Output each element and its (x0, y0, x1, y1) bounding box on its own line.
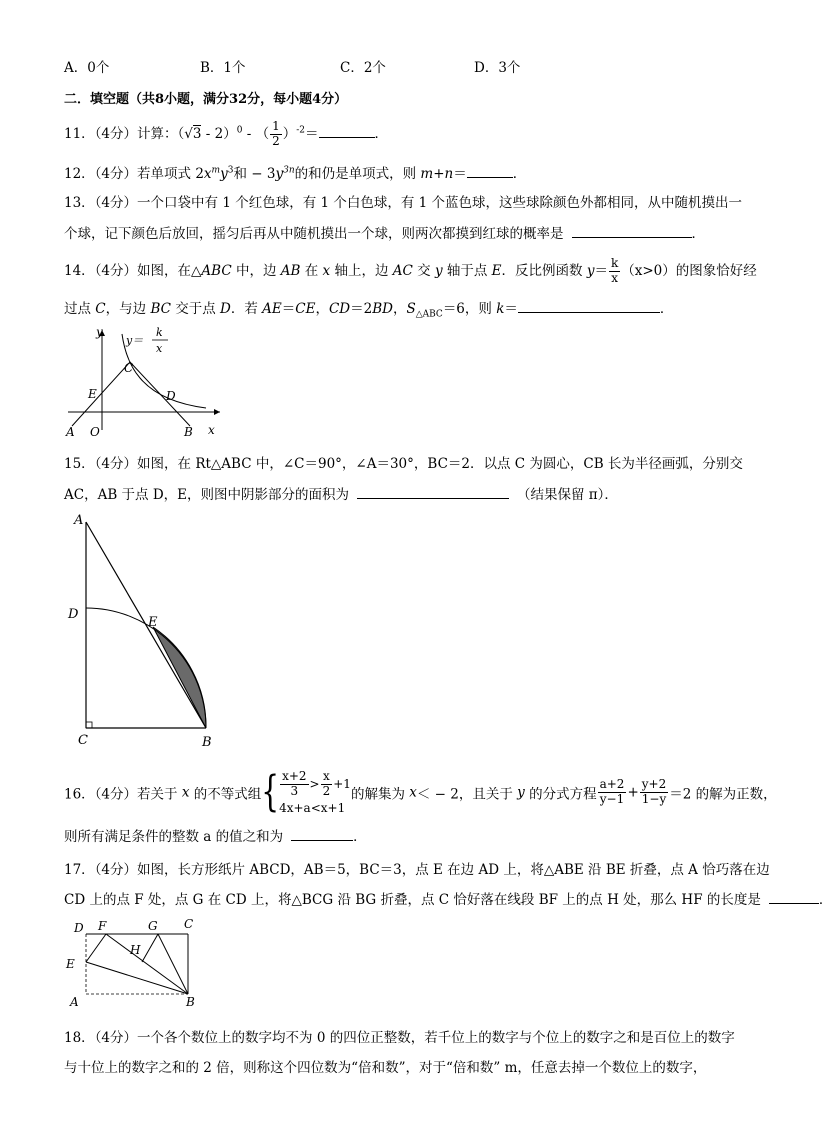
q13-answer-blank[interactable] (572, 236, 692, 238)
fig17-label-e: E (66, 957, 75, 971)
q11-mid: - （ (242, 125, 270, 142)
q17-score: （4分） (94, 862, 138, 878)
q14-t2i: ＝6，则 (442, 301, 497, 317)
q15-line2b: （结果保留 π）． (517, 487, 618, 503)
q17-line1: 如图，长方形纸片 ABCD，AB＝5，BC＝3，点 E 在边 AD 上，将△ABE 沿 BE 折叠，点 A 恰巧落在边 (137, 862, 770, 878)
fig14-func-x: x (156, 342, 163, 355)
q12-y2: y (275, 166, 284, 182)
q16-number: 16． (64, 786, 95, 803)
q12-e3n: 3n (283, 165, 295, 176)
q14-e: E (491, 262, 502, 279)
q15-score: （4分） (94, 456, 138, 472)
q17-answer-blank[interactable] (769, 902, 819, 904)
q17-line2a: CD 上的点 F 处，点 G 在 CD 上，将△BCG 沿 BG 折叠，点 C 恰好落在线段 BF 上的点 H 处，那么 HF 的长度是 (64, 892, 761, 908)
q14-ac: AC (392, 262, 413, 279)
q13-line1: 一个口袋中有 1 个红色球，有 1 个白色球，有 1 个蓝色球，这些球除颜色外都相同，从中随机摸出一 (137, 195, 743, 211)
fig17-line-gb (158, 934, 188, 994)
q16-row2: 4x+a<x+1 (279, 800, 346, 815)
q16-line2: 则所有满足条件的整数 a 的值之和为 (64, 829, 284, 845)
q12-m: m (211, 165, 221, 176)
q16-yv: y (517, 784, 525, 801)
q14-answer-blank[interactable] (518, 311, 660, 313)
q11-sqrt: √3 (184, 125, 202, 142)
q14-t1a: 如图，在△ (137, 262, 202, 279)
q10-option-c: C．2个 (340, 60, 386, 76)
q14-t1g: ．反比例函数 (501, 262, 587, 279)
fig14-x-label: x (208, 423, 215, 437)
q11-expn2: -2 (296, 125, 306, 136)
q11-text: 计算：（ (137, 125, 185, 142)
q11-frac: $\frac{1}{2}$ (272, 119, 280, 148)
q18-number: 18． (64, 1030, 95, 1046)
q15-number: 15． (64, 456, 95, 472)
question-14-line1 (64, 257, 757, 286)
fig14-label-e: E (88, 387, 97, 401)
q14-t1d: 轴上，边 (330, 262, 393, 279)
question-14-line2 (64, 297, 673, 320)
q16-score: （4分） (94, 786, 138, 803)
q14-t1c: 在 (300, 262, 323, 279)
fig14-label-a: A (66, 425, 75, 439)
fig15-side-ab (86, 522, 206, 728)
q12-y: y (220, 166, 228, 182)
q13-number: 13． (64, 195, 95, 211)
q17-number: 17． (64, 862, 95, 878)
q16-system (279, 770, 351, 815)
figure-14 (60, 322, 230, 444)
question-18-line2 (64, 1056, 706, 1076)
q16-answer-blank[interactable] (291, 839, 353, 841)
q16-row1: $\frac{x+2}{3}$ > $\frac{x}{2}$ +1 (282, 769, 351, 798)
fig17-label-d: D (74, 921, 84, 935)
q17-end: ． (818, 892, 832, 908)
q14-t2d: ．若 (230, 301, 263, 317)
q14-t2a: 过点 (64, 301, 96, 317)
q15-line1: 如图，在 Rt△ABC 中，∠C＝90°，∠A＝30°，BC＝2．以点 C 为圆心，CB 长为半径画弧，分别交 (137, 456, 743, 472)
fig14-label-d: D (166, 389, 176, 403)
q15-line2a: AC，AB 于点 D，E，则图中阴影部分的面积为 (64, 487, 350, 503)
fig15-label-a: A (74, 513, 84, 528)
q14-c: C (95, 301, 106, 317)
q14-t2g: ＝2 (350, 301, 373, 317)
fig17-line-gh (142, 934, 158, 962)
q12-t2: 和 − 3 (233, 166, 276, 182)
q14-t2c: 交于点 (170, 301, 221, 317)
q16-t4: ＜ − 2，且关于 (416, 786, 518, 803)
section-title: 二．填空题（共8小题，满分32分，每小题4分） (64, 92, 348, 107)
figure-15 (60, 508, 230, 752)
q14-cd: CD (328, 301, 351, 317)
q12-number: 12． (64, 166, 95, 182)
q16-brace: { (261, 766, 280, 817)
fig15-shaded-region (153, 627, 206, 728)
question-17-line1 (64, 858, 770, 878)
question-13-line1 (64, 191, 742, 211)
question-17-line2 (64, 888, 832, 908)
fig15-label-c: C (78, 733, 88, 748)
q12-t1: 若单项式 2 (137, 166, 204, 182)
q14-eq1: ＝ (594, 262, 608, 279)
q16-xv: x (409, 784, 417, 801)
q16-frac3: $\frac{a+2}{y-1}$ (599, 777, 625, 806)
q14-ce: CE (295, 301, 316, 317)
fig15-right-angle (86, 722, 92, 728)
q14-t2h: ， (392, 301, 407, 317)
q10-option-b: B．1个 (200, 60, 246, 76)
q16-t3: 的解集为 (350, 786, 410, 803)
question-11 (64, 120, 388, 149)
q14-s: S (406, 301, 416, 317)
fig17-label-c: C (184, 917, 194, 931)
fig17-label-h: H (130, 943, 141, 957)
q16-t6: ＝2 的解为正数， (669, 786, 777, 803)
q14-number: 14． (64, 262, 95, 279)
q10-option-a: A．0个 (64, 60, 110, 76)
q14-eq: ＝ (504, 301, 518, 317)
q14-frac: $\frac{k}{x}$ (610, 256, 619, 285)
fig15-label-d: D (68, 607, 79, 622)
q16-t1: 若关于 (137, 786, 182, 803)
q14-cond: （x>0）的图象恰好经 (621, 262, 757, 279)
q16-frac4: $\frac{y+2}{1-y}$ (641, 777, 667, 806)
q12-eq: ＝ (453, 166, 467, 182)
q16-end: ． (353, 829, 367, 845)
q18-line2: 与十位上的数字之和的 2 倍，则称这个四位数为“倍和数”，对于“倍和数” m，任意去掉一个数位上的数字， (64, 1060, 707, 1076)
q16-plus: + (627, 784, 639, 801)
q12-e3: 3 (227, 165, 234, 176)
question-13-line2 (64, 222, 705, 242)
q14-yv: y (586, 262, 595, 279)
fig17-label-b: B (186, 995, 195, 1009)
q14-t2e: ＝ (281, 301, 296, 317)
q12-answer-blank[interactable] (467, 176, 513, 178)
q11-exp0: 0 (236, 125, 243, 136)
q10-option-d: D．3个 (474, 60, 521, 76)
fig14-label-b: B (184, 425, 193, 439)
fig15-label-b: B (202, 735, 212, 750)
fig14-label-o: O (90, 425, 100, 439)
q14-ab: AB (280, 262, 301, 279)
fig17-line-fb (106, 934, 188, 994)
fig14-y-label: y (96, 325, 103, 339)
q14-bd: BD (372, 301, 393, 317)
question-15-line1 (64, 452, 743, 472)
q11-answer-blank[interactable] (319, 136, 375, 138)
q14-sub: △ABC (415, 309, 443, 320)
q13-score: （4分） (94, 195, 138, 211)
q12-end: ． (512, 166, 527, 182)
q14-end: ． (659, 301, 674, 317)
q11-eq: ＝ (305, 125, 319, 142)
q11-end: ． (374, 125, 389, 142)
question-15-line2 (64, 483, 618, 503)
q14-x: x (322, 262, 331, 279)
q14-t1b: 中，边 (231, 262, 281, 279)
q13-end: ． (691, 226, 705, 242)
question-18-line1 (64, 1026, 735, 1046)
q13-line2: 个球，记下颜色后放回，摇匀后再从中随机摸出一个球，则两次都摸到红球的概率是 (64, 226, 564, 242)
q14-t2b: ，与边 (105, 301, 151, 317)
question-12 (64, 162, 526, 182)
figure-17 (60, 914, 210, 1010)
q18-score: （4分） (94, 1030, 138, 1046)
q18-line1: 一个各个数位上的数字均不为 0 的四位正整数，若千位上的数字与个位上的数字之和是百位上的数字 (137, 1030, 735, 1046)
fig17-label-g: G (148, 919, 158, 933)
fig17-label-a: A (70, 995, 79, 1009)
fig14-label-c: C (124, 361, 134, 375)
q14-y: y (434, 262, 443, 279)
q14-score: （4分） (94, 262, 138, 279)
q12-x: x (203, 166, 212, 182)
q14-d: D (220, 301, 231, 317)
q14-bc: BC (150, 301, 171, 317)
q11-close: ） (282, 125, 297, 142)
q16-t5: 的分式方程 (524, 786, 597, 803)
question-16-line1 (64, 766, 777, 817)
fig17-label-f: F (98, 919, 107, 933)
fig17-line-ef (86, 934, 106, 962)
q15-answer-blank[interactable] (357, 497, 509, 499)
q12-t3: 的和仍是单项式，则 (294, 166, 421, 182)
q11-score: （4分） (94, 125, 138, 142)
q14-t1e: 交 (412, 262, 435, 279)
fig15-label-e: E (148, 615, 158, 630)
q11-number: 11． (64, 125, 95, 142)
q16-t2: 的不等式组 (189, 786, 262, 803)
question-16-line2 (64, 825, 367, 845)
q11-minus2: - 2） (201, 125, 237, 142)
q16-x: x (181, 784, 190, 801)
q14-t2f: ， (315, 301, 329, 317)
q12-score: （4分） (94, 166, 138, 182)
fig14-func-k: k (156, 326, 163, 339)
q14-k: k (496, 301, 505, 317)
q14-t1f: 轴于点 (442, 262, 492, 279)
q12-mn: m+n (420, 166, 454, 182)
fig14-func-label: y＝ (126, 334, 144, 347)
fig17-line-eb (86, 962, 188, 994)
q14-ae: AE (262, 301, 282, 317)
q14-abc: ABC (201, 262, 232, 279)
fig14-x-arrow (214, 409, 220, 415)
